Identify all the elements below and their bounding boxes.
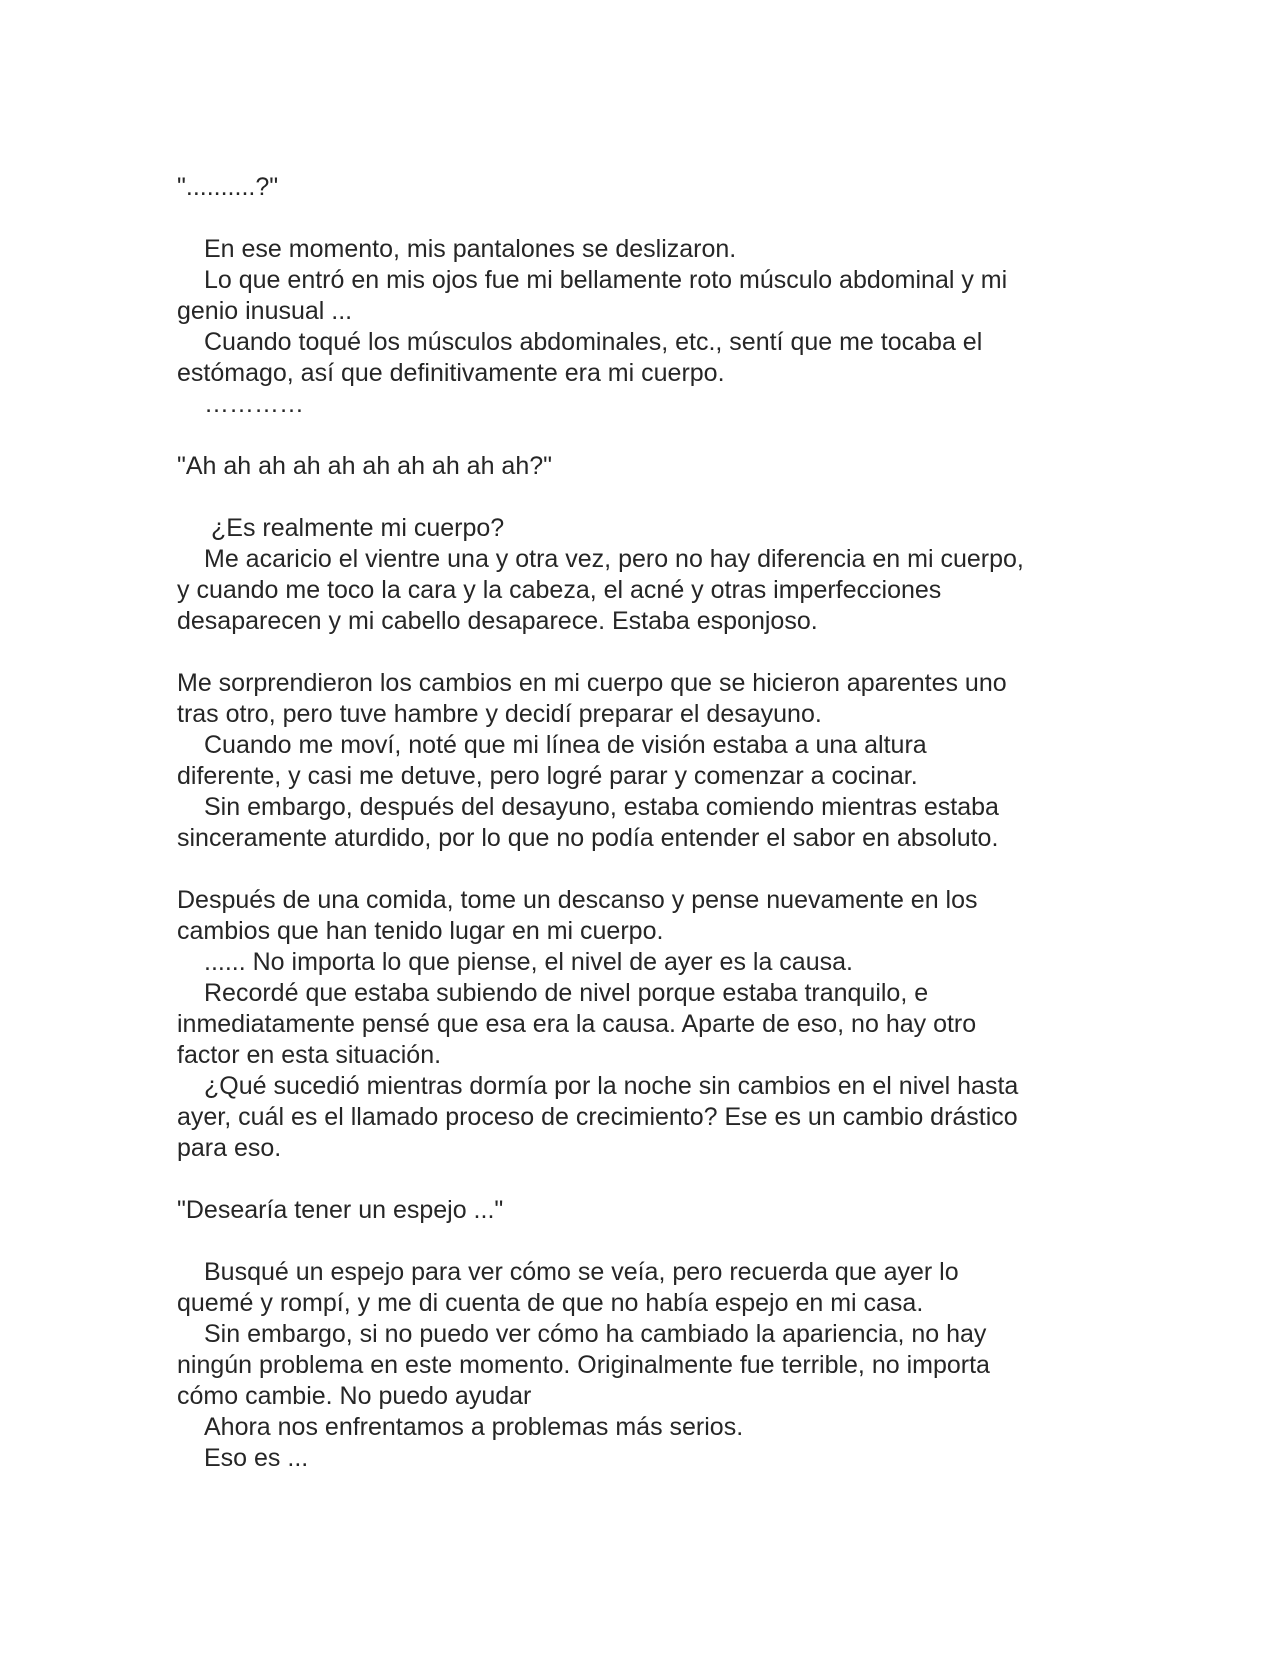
paragraph-gap <box>177 1226 1117 1257</box>
paragraph-gap <box>177 203 1117 234</box>
paragraph-line: Cuando me moví, noté que mi línea de visión estaba a una altura <box>204 731 927 759</box>
paragraph-line: Después de una comida, tome un descanso y pense nuevamente en los <box>177 886 978 914</box>
paragraph-gap <box>177 1164 1117 1195</box>
paragraph-line: ¿Es realmente mi cuerpo? <box>211 514 505 542</box>
paragraph-line: sinceramente aturdido, por lo que no podía entender el sabor en absoluto. <box>177 824 999 852</box>
paragraph-gap <box>177 854 1117 885</box>
paragraph-line: para eso. <box>177 1134 282 1162</box>
paragraph-gap <box>177 420 1117 451</box>
paragraph-line: ...... No importa lo que piense, el nivel de ayer es la causa. <box>204 948 853 976</box>
paragraph-line: quemé y rompí, y me di cuenta de que no había espejo en mi casa. <box>177 1289 924 1317</box>
paragraph-line: Lo que entró en mis ojos fue mi bellamente roto músculo abdominal y mi <box>204 266 1008 294</box>
paragraph-gap <box>177 482 1117 513</box>
dialogue-line: "..........?" <box>177 173 279 201</box>
paragraph-line: desaparecen y mi cabello desaparece. Estaba esponjoso. <box>177 607 818 635</box>
paragraph-line: estómago, así que definitivamente era mi cuerpo. <box>177 359 725 387</box>
paragraph-line: tras otro, pero tuve hambre y decidí preparar el desayuno. <box>177 700 822 728</box>
paragraph-line: y cuando me toco la cara y la cabeza, el acné y otras imperfecciones <box>177 576 942 604</box>
ellipsis-line: ………… <box>204 390 304 418</box>
paragraph-line: ayer, cuál es el llamado proceso de crecimiento? Ese es un cambio drástico <box>177 1103 1018 1131</box>
paragraph-line: cómo cambie. No puedo ayudar <box>177 1382 532 1410</box>
paragraph-line: En ese momento, mis pantalones se deslizaron. <box>204 235 737 263</box>
paragraph-line: factor en esta situación. <box>177 1041 442 1069</box>
paragraph-line: Me acaricio el vientre una y otra vez, pero no hay diferencia en mi cuerpo, <box>204 545 1024 573</box>
paragraph-line: Me sorprendieron los cambios en mi cuerpo que se hicieron aparentes uno <box>177 669 1007 697</box>
document-body <box>177 172 1117 1474</box>
paragraph-line: inmediatamente pensé que esa era la causa. Aparte de eso, no hay otro <box>177 1010 977 1038</box>
paragraph-line: Sin embargo, si no puedo ver cómo ha cambiado la apariencia, no hay <box>204 1320 987 1348</box>
paragraph-line: genio inusual ... <box>177 297 353 325</box>
paragraph-line: Busqué un espejo para ver cómo se veía, pero recuerda que ayer lo <box>204 1258 959 1286</box>
paragraph-line: Eso es ... <box>204 1444 309 1472</box>
paragraph-line: Sin embargo, después del desayuno, estaba comiendo mientras estaba <box>204 793 999 821</box>
paragraph-line: Ahora nos enfrentamos a problemas más serios. <box>204 1413 744 1441</box>
paragraph-line: diferente, y casi me detuve, pero logré parar y comenzar a cocinar. <box>177 762 918 790</box>
dialogue-line: "Desearía tener un espejo ..." <box>177 1196 504 1224</box>
paragraph-line: ningún problema en este momento. Originalmente fue terrible, no importa <box>177 1351 990 1379</box>
dialogue-line: "Ah ah ah ah ah ah ah ah ah ah?" <box>177 452 553 480</box>
paragraph-line: ¿Qué sucedió mientras dormía por la noche sin cambios en el nivel hasta <box>204 1072 1019 1100</box>
paragraph-line: Recordé que estaba subiendo de nivel porque estaba tranquilo, e <box>204 979 929 1007</box>
paragraph-gap <box>177 637 1117 668</box>
paragraph-line: Cuando toqué los músculos abdominales, etc., sentí que me tocaba el <box>204 328 983 356</box>
paragraph-line: cambios que han tenido lugar en mi cuerpo. <box>177 917 664 945</box>
